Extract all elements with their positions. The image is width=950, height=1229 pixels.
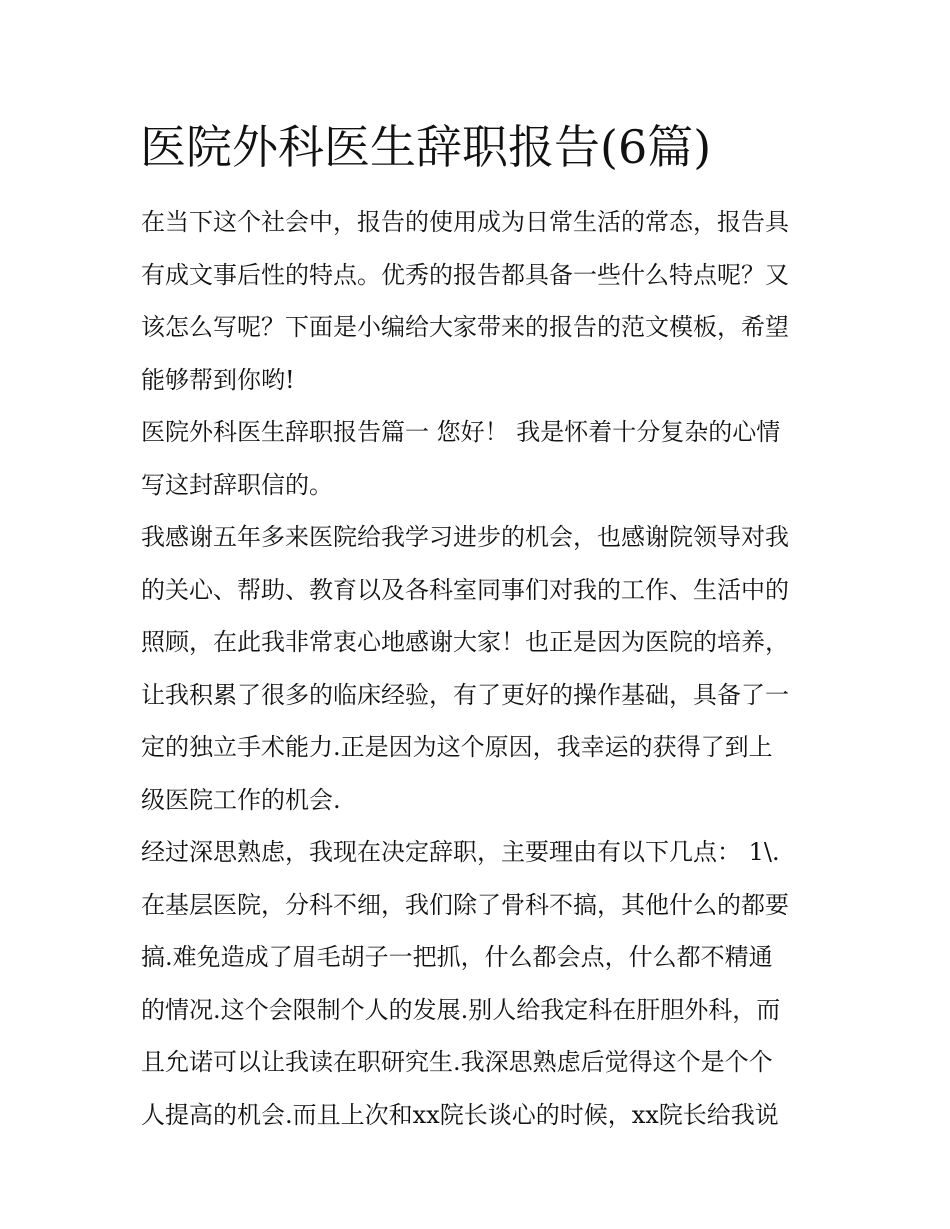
body-line: 让我积累了很多的临床经验，有了更好的操作基础，具备了一	[141, 680, 789, 709]
body-line: 能够帮到你哟!	[141, 365, 295, 394]
body-line: 医院外科医生辞职报告篇一 您好！ 我是怀着十分复杂的心情	[141, 418, 781, 446]
body-line: 我感谢五年多来医院给我学习进步的机会，也感谢院领导对我	[141, 523, 789, 551]
body-line: 人提高的机会.而且上次和xx院长谈心的时候，xx院长给我说	[141, 1100, 779, 1129]
body-line: 在基层医院，分科不细，我们除了骨科不搞，其他什么的都要	[141, 890, 789, 919]
body-line: 搞.难免造成了眉毛胡子一把抓，什么都会点，什么都不精通	[141, 943, 773, 971]
body-line: 写这封辞职信的。	[141, 470, 333, 499]
body-line: 在当下这个社会中，报告的使用成为日常生活的常态，报告具	[141, 208, 789, 236]
body-line: 且允诺可以让我读在职研究生.我深思熟虑后觉得这个是个个	[141, 1048, 773, 1076]
document-title: 医院外科医生辞职报告(6篇)	[140, 120, 712, 174]
body-line: 的情况.这个会限制个人的发展.别人给我定科在肝胆外科，而	[141, 995, 781, 1024]
body-line: 定的独立手术能力.正是因为这个原因，我幸运的获得了到上	[141, 733, 773, 761]
body-line: 级医院工作的机会.	[141, 785, 341, 814]
document-body	[141, 196, 813, 1141]
body-line: 照顾，在此我非常衷心地感谢大家！也正是因为医院的培养，	[141, 628, 789, 656]
body-line: 该怎么写呢？下面是小编给大家带来的报告的范文模板，希望	[141, 313, 789, 341]
body-line: 的关心、帮助、教育以及各科室同事们对我的工作、生活中的	[141, 575, 789, 604]
body-line: 有成文事后性的特点。优秀的报告都具备一些什么特点呢？又	[141, 260, 789, 289]
body-line: 经过深思熟虑，我现在决定辞职，主要理由有以下几点： 1\.	[141, 838, 780, 866]
